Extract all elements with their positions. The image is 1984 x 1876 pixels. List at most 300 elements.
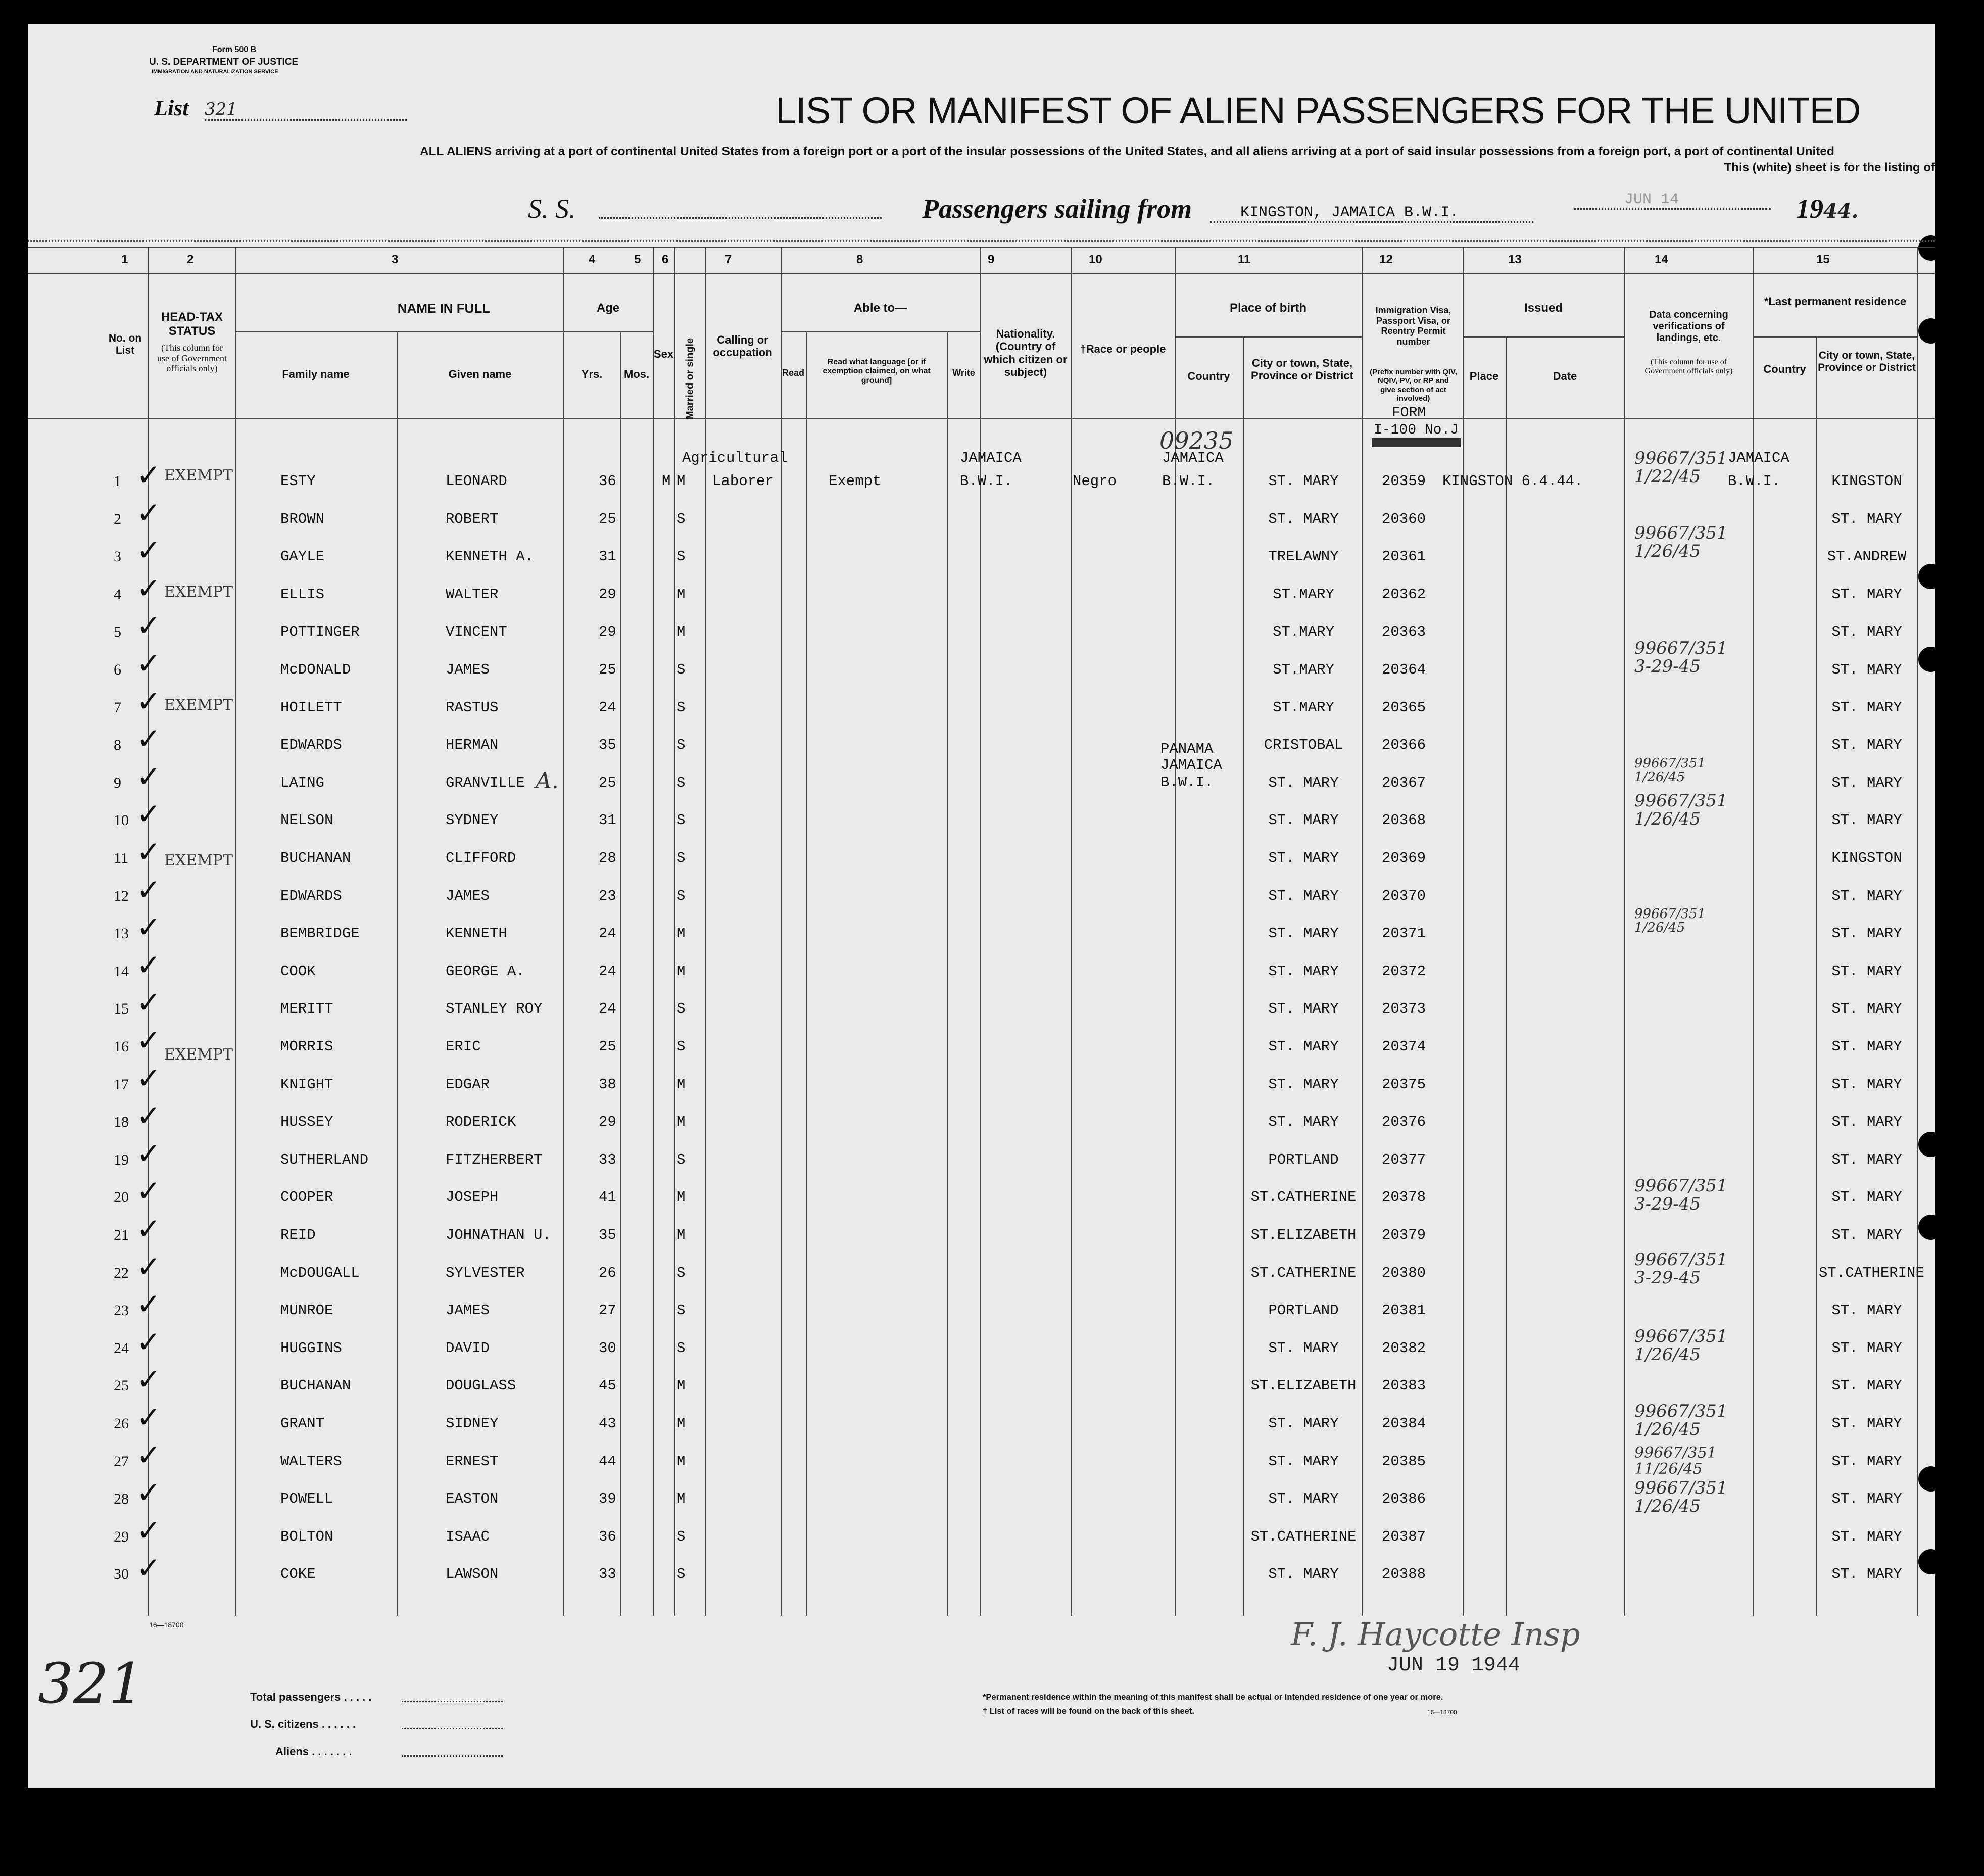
- subheader-rule: [781, 331, 980, 332]
- passenger-residence-city: ST. MARY: [1831, 1528, 1902, 1545]
- subheader-rule: [1463, 336, 1624, 338]
- row-number: 24: [114, 1339, 129, 1357]
- exempt-annotation: EXEMPT: [164, 583, 233, 601]
- passenger-marital-status: M: [676, 623, 686, 641]
- col-number-11: 11: [1238, 253, 1251, 266]
- passenger-visa-number: 20378: [1382, 1189, 1426, 1206]
- row-number: 18: [114, 1114, 129, 1131]
- checkmark-icon: ✓: [136, 759, 161, 794]
- col-number-3: 3: [392, 253, 399, 266]
- checkmark-icon: ✓: [136, 1287, 161, 1322]
- print-code: 16—18700: [1427, 1709, 1457, 1716]
- passenger-marital-status: S: [676, 850, 686, 867]
- passenger-birth-city: ST.MARY: [1273, 699, 1334, 716]
- checkmark-icon: ✓: [136, 1324, 161, 1359]
- checkmark-icon: ✓: [136, 458, 161, 492]
- header-read: Read: [782, 368, 804, 378]
- checkmark-icon: ✓: [136, 1061, 161, 1095]
- row-number: 23: [114, 1302, 129, 1319]
- sailing-port: KINGSTON, JAMAICA B.W.I.: [1210, 204, 1533, 223]
- punch-hole: [1918, 235, 1935, 261]
- row-number: 19: [114, 1151, 129, 1168]
- checkmark-icon: ✓: [136, 608, 161, 643]
- checkmark-icon: ✓: [136, 570, 161, 605]
- passenger-age: 31: [599, 812, 616, 829]
- header-head-tax-note: (This column for use of Government officials only): [157, 343, 227, 374]
- checkmark-icon: ✓: [136, 684, 161, 718]
- passenger-family-name: MUNROE: [280, 1302, 333, 1319]
- passenger-given-name: JOSEPH: [446, 1189, 499, 1206]
- passenger-marital-status: M: [676, 586, 686, 603]
- passenger-visa-number: 20382: [1382, 1339, 1426, 1357]
- passenger-residence-city: ST. MARY: [1831, 925, 1902, 942]
- passenger-visa-number: 20366: [1382, 737, 1426, 754]
- passenger-family-name: SUTHERLAND: [280, 1151, 369, 1168]
- row-number: 30: [114, 1566, 129, 1583]
- passenger-birth-city: ST.CATHERINE: [1250, 1264, 1357, 1281]
- passenger-age: 25: [599, 510, 616, 527]
- passenger-visa-number: 20380: [1382, 1264, 1426, 1281]
- passenger-birth-city: ST. MARY: [1268, 1566, 1339, 1583]
- passenger-given-name: DAVID: [446, 1339, 490, 1357]
- passenger-marital-status: M: [676, 1114, 686, 1131]
- form-ref: FORM: [1392, 405, 1426, 421]
- passenger-residence-city: KINGSTON: [1831, 850, 1902, 867]
- verification-note: 99667/351 1/26/45: [1634, 791, 1728, 829]
- passenger-given-name: GEORGE A.: [446, 963, 525, 980]
- col-number-12: 12: [1379, 253, 1393, 266]
- passenger-visa-number: 20360: [1382, 510, 1426, 527]
- row-number: 27: [114, 1453, 129, 1470]
- passenger-given-name: EDGAR: [446, 1076, 490, 1093]
- row-number: 5: [114, 623, 121, 641]
- passenger-residence-city: ST. MARY: [1831, 812, 1902, 829]
- passenger-age: 25: [599, 774, 616, 791]
- exempt-annotation: EXEMPT: [164, 467, 233, 485]
- checkmark-icon: ✓: [136, 872, 161, 907]
- table-row: [28, 1513, 1935, 1566]
- race-value: Negro: [1073, 473, 1117, 490]
- checkmark-icon: ✓: [136, 1212, 161, 1246]
- passenger-residence-city: ST. MARY: [1831, 586, 1902, 603]
- table-row: [28, 1023, 1935, 1076]
- passenger-visa-number: 20361: [1382, 548, 1426, 565]
- table-row: [28, 684, 1935, 737]
- header-issued: Issued: [1524, 301, 1563, 315]
- header-nationality: Nationality. (Country of which citizen or subject): [984, 327, 1068, 378]
- checkmark-icon: ✓: [136, 721, 161, 756]
- passenger-family-name: COOPER: [280, 1189, 333, 1206]
- verification-note: 99667/351 1/26/45: [1634, 1478, 1728, 1516]
- passenger-birth-city: ST. MARY: [1268, 1000, 1339, 1018]
- header-rule: [28, 273, 1935, 274]
- panama-line2: JAMAICA: [1160, 757, 1222, 774]
- row-number: 13: [114, 925, 129, 942]
- checkmark-icon: ✓: [136, 646, 161, 681]
- passenger-age: 24: [599, 1000, 616, 1018]
- passenger-marital-status: S: [676, 812, 686, 829]
- header-sex: Sex: [653, 348, 674, 360]
- row-number: 22: [114, 1264, 129, 1281]
- verification-note: 99667/351 1/26/45: [1634, 1401, 1728, 1439]
- passenger-residence-city: ST. MARY: [1831, 1151, 1902, 1168]
- table-row: [28, 570, 1935, 623]
- header-rule: [28, 418, 1935, 419]
- passenger-age: 35: [599, 737, 616, 754]
- header-rule: [28, 247, 1935, 248]
- passenger-given-name: FITZHERBERT: [446, 1151, 543, 1168]
- header-race: †Race or people: [1080, 343, 1166, 355]
- received-stamp: JUN 19 1944: [1387, 1654, 1521, 1677]
- passenger-age: 36: [599, 1528, 616, 1545]
- row-number: 3: [114, 548, 121, 565]
- verification-note: 99667/351 1/22/45: [1634, 448, 1728, 487]
- col-number-7: 7: [725, 253, 732, 266]
- verification-note: 99667/351 1/26/45: [1634, 523, 1728, 561]
- passenger-residence-city: ST. MARY: [1831, 661, 1902, 678]
- birth-country-line2: B.W.I.: [1162, 473, 1215, 490]
- passenger-family-name: REID: [280, 1227, 316, 1243]
- passenger-given-name: JAMES: [446, 661, 490, 678]
- subheader-rule: [1753, 336, 1917, 338]
- header-name-in-full: NAME IN FULL: [397, 301, 491, 316]
- row-number: 29: [114, 1528, 129, 1545]
- birth-country-line1: JAMAICA: [1162, 450, 1224, 466]
- passenger-age: 30: [599, 1339, 616, 1357]
- passenger-visa-number: 20383: [1382, 1377, 1426, 1394]
- header-no-on-list: No. on List: [108, 332, 142, 357]
- ss-name-field: [599, 217, 882, 219]
- col-number-8: 8: [856, 253, 863, 266]
- header-calling: Calling or occupation: [713, 333, 772, 359]
- passenger-visa-number: 20387: [1382, 1528, 1426, 1545]
- passenger-visa-number: 20386: [1382, 1490, 1426, 1508]
- header-read-what: Read what language [or if exemption claimed, on what ground]: [822, 358, 931, 385]
- passenger-marital-status: M: [676, 1076, 686, 1093]
- passenger-birth-city: TRELAWNY: [1268, 548, 1339, 565]
- passenger-given-name: EASTON: [446, 1490, 499, 1508]
- passenger-family-name: EDWARDS: [280, 737, 342, 754]
- passenger-residence-city: ST. MARY: [1831, 1302, 1902, 1319]
- passenger-visa-number: 20370: [1382, 887, 1426, 904]
- aliens-field: [402, 1755, 503, 1757]
- subtitle-line1: ALL ALIENS arriving at a port of continental United States from a foreign port or a port of the insular possessions of the United States, and all aliens arriving at a port of said insular possessions from a foreign port, a port of continental United: [420, 145, 1834, 158]
- passenger-residence-city: ST. MARY: [1831, 510, 1902, 527]
- passenger-birth-city: ST.CATHERINE: [1250, 1528, 1357, 1545]
- issued-place-date: KINGSTON 6.4.44.: [1442, 473, 1583, 490]
- aliens-label: Aliens . . . . . . .: [275, 1745, 352, 1758]
- year: 1944.: [1796, 194, 1859, 224]
- row-number: 8: [114, 737, 121, 754]
- passenger-residence-city: ST. MARY: [1831, 737, 1902, 754]
- checkmark-icon: ✓: [136, 495, 161, 530]
- header-given-name: Given name: [448, 368, 512, 380]
- passenger-residence-city: KINGSTON: [1831, 473, 1902, 490]
- passenger-given-name: KENNETH A.: [446, 548, 534, 565]
- header-visa-note: (Prefix number with QIV, NQIV, PV, or RP and give section of act involved): [1370, 368, 1457, 403]
- passenger-birth-city: ST. MARY: [1268, 1114, 1339, 1131]
- passenger-marital-status: M: [676, 1189, 686, 1206]
- language-exempt: Exempt: [829, 473, 882, 490]
- passenger-family-name: BOLTON: [280, 1528, 333, 1545]
- passenger-marital-status: S: [676, 1566, 686, 1583]
- row-number: 21: [114, 1227, 129, 1243]
- passenger-given-name: RASTUS: [446, 699, 499, 716]
- passenger-given-name: LEONARD: [446, 473, 507, 490]
- passenger-family-name: HUSSEY: [280, 1114, 333, 1131]
- header-verifications-note: (This column for use of Government officials only): [1644, 358, 1733, 376]
- passenger-age: 31: [599, 548, 616, 565]
- passenger-family-name: COOK: [280, 963, 316, 980]
- manifest-sheet: [28, 24, 1935, 1788]
- row-number: 14: [114, 963, 129, 980]
- header-verifications: Data concerning verifications of landings, etc.: [1649, 309, 1728, 344]
- passenger-marital-status: S: [676, 548, 686, 565]
- passenger-visa-number: 20364: [1382, 661, 1426, 678]
- passenger-birth-city: ST. MARY: [1268, 1453, 1339, 1470]
- passenger-age: 24: [599, 699, 616, 716]
- passenger-birth-city: ST. MARY: [1268, 925, 1339, 942]
- passenger-age: 29: [599, 1114, 616, 1131]
- list-label: List: [154, 95, 189, 120]
- department: U. S. DEPARTMENT OF JUSTICE: [149, 57, 299, 67]
- checkmark-icon: ✓: [136, 1475, 161, 1510]
- total-passengers-field: [402, 1701, 503, 1702]
- passenger-visa-number: 20362: [1382, 586, 1426, 603]
- col-number-9: 9: [988, 253, 995, 266]
- passenger-given-name: ROBERT: [446, 510, 499, 527]
- verification-note: 99667/351 1/26/45: [1634, 906, 1706, 936]
- header-date: Date: [1553, 370, 1577, 382]
- passenger-marital-status: S: [676, 510, 686, 527]
- passenger-given-name: ERNEST: [446, 1453, 499, 1470]
- verification-note: 99667/351 11/26/45: [1634, 1444, 1717, 1478]
- punch-hole: [1918, 318, 1935, 344]
- passenger-residence-city: ST. MARY: [1831, 1377, 1902, 1394]
- passenger-given-name: LAWSON: [446, 1566, 499, 1583]
- passenger-visa-number: 20377: [1382, 1151, 1426, 1168]
- passenger-given-name: KENNETH: [446, 925, 507, 942]
- header-family-name: Family name: [282, 368, 350, 380]
- passenger-family-name: BROWN: [280, 510, 325, 527]
- row-number: 9: [114, 774, 121, 791]
- passenger-marital-status: M: [676, 925, 686, 942]
- passenger-age: 35: [599, 1227, 616, 1243]
- passenger-given-name: ERIC: [446, 1038, 481, 1055]
- verification-note: 99667/351 3-29-45: [1634, 638, 1728, 677]
- passenger-residence-city: ST. MARY: [1831, 1038, 1902, 1055]
- passenger-sex: M: [662, 473, 671, 490]
- passenger-marital-status: M: [676, 1415, 686, 1432]
- passenger-marital-status: S: [676, 1000, 686, 1018]
- header-married: Married or single: [684, 338, 696, 420]
- col-number-10: 10: [1089, 253, 1102, 266]
- passenger-birth-city: ST.CATHERINE: [1250, 1189, 1357, 1206]
- occupation-line1: Agricultural: [682, 450, 788, 466]
- passenger-given-name: JAMES: [446, 887, 490, 904]
- passenger-age: 36: [599, 473, 616, 490]
- passenger-family-name: MORRIS: [280, 1038, 333, 1055]
- passenger-residence-city: ST. MARY: [1831, 1566, 1902, 1583]
- passenger-marital-status: S: [676, 1151, 686, 1168]
- passenger-given-name: DOUGLASS: [446, 1377, 516, 1394]
- passenger-age: 24: [599, 963, 616, 980]
- passenger-birth-city: ST.ELIZABETH: [1250, 1227, 1357, 1243]
- passenger-family-name: POWELL: [280, 1490, 333, 1508]
- passenger-given-name: SYLVESTER: [446, 1264, 525, 1281]
- us-citizens-field: [402, 1728, 503, 1729]
- passenger-given-name: JOHNATHAN U.: [446, 1227, 551, 1243]
- passenger-age: 44: [599, 1453, 616, 1470]
- passenger-visa-number: 20368: [1382, 812, 1426, 829]
- checkmark-icon: ✓: [136, 910, 161, 945]
- passenger-marital-status: M: [676, 1490, 686, 1508]
- checkmark-icon: ✓: [136, 985, 161, 1020]
- row-number: 7: [114, 699, 121, 716]
- checkmark-icon: ✓: [136, 1513, 161, 1548]
- passenger-visa-number: 20374: [1382, 1038, 1426, 1055]
- passenger-age: 33: [599, 1151, 616, 1168]
- header-res-city: City or town, State, Province or District: [1818, 350, 1916, 374]
- passenger-marital-status: S: [676, 1264, 686, 1281]
- passenger-marital-status: M: [676, 473, 686, 490]
- verification-note: 99667/351 3-29-45: [1634, 1249, 1728, 1288]
- nationality-line1: JAMAICA: [960, 450, 1022, 466]
- passenger-visa-number: 20363: [1382, 623, 1426, 641]
- passenger-given-name: VINCENT: [446, 623, 507, 641]
- passenger-visa-number: 20379: [1382, 1227, 1426, 1243]
- checkmark-icon: ✓: [136, 1249, 161, 1284]
- passenger-given-name: GRANVILLE: [446, 774, 525, 791]
- passenger-visa-number: 20376: [1382, 1114, 1426, 1131]
- sailing-label: Passengers sailing from: [922, 194, 1192, 224]
- col-number-14: 14: [1655, 253, 1668, 266]
- panama-line3: B.W.I.: [1160, 774, 1214, 791]
- passenger-family-name: MERITT: [280, 1000, 333, 1018]
- passenger-birth-city: ST. MARY: [1268, 1490, 1339, 1508]
- passenger-age: 25: [599, 661, 616, 678]
- passenger-marital-status: S: [676, 699, 686, 716]
- passenger-family-name: ESTY: [280, 473, 316, 490]
- passenger-family-name: BUCHANAN: [280, 1377, 351, 1394]
- passenger-visa-number: 20384: [1382, 1415, 1426, 1432]
- row-number: 12: [114, 887, 129, 904]
- passenger-visa-number: 20373: [1382, 1000, 1426, 1018]
- passenger-family-name: GRANT: [280, 1415, 325, 1432]
- passenger-marital-status: S: [676, 887, 686, 904]
- initial-annotation: A.: [536, 768, 559, 794]
- passenger-family-name: NELSON: [280, 812, 333, 829]
- passenger-age: 38: [599, 1076, 616, 1093]
- passenger-birth-city: ST. MARY: [1268, 510, 1339, 527]
- passenger-birth-city: ST.MARY: [1273, 661, 1334, 678]
- row-number: 6: [114, 661, 121, 678]
- passenger-residence-city: ST. MARY: [1831, 1114, 1902, 1131]
- header-write: Write: [952, 368, 975, 378]
- passenger-family-name: McDOUGALL: [280, 1264, 360, 1281]
- passenger-visa-number: 20381: [1382, 1302, 1426, 1319]
- passenger-family-name: HOILETT: [280, 699, 342, 716]
- passenger-residence-city: ST. MARY: [1831, 1076, 1902, 1093]
- checkmark-icon: ✓: [136, 835, 161, 869]
- residence-country-line1: JAMAICA: [1728, 450, 1789, 466]
- passenger-residence-city: ST. MARY: [1831, 1339, 1902, 1357]
- passenger-marital-status: S: [676, 1302, 686, 1319]
- total-passengers-label: Total passengers . . . . .: [250, 1691, 372, 1703]
- passenger-marital-status: M: [676, 963, 686, 980]
- passenger-family-name: BUCHANAN: [280, 850, 351, 867]
- passenger-visa-number: 20388: [1382, 1566, 1426, 1583]
- row-number: 11: [114, 850, 128, 867]
- header-country: Country: [1187, 370, 1230, 382]
- residence-country-line2: B.W.I.: [1728, 473, 1781, 490]
- passenger-age: 23: [599, 887, 616, 904]
- birth-code-annotation: 09235: [1159, 427, 1234, 454]
- header-able-to: Able to—: [853, 301, 907, 315]
- header-rule: [28, 240, 1935, 242]
- checkmark-icon: ✓: [136, 1023, 161, 1057]
- passenger-age: 24: [599, 925, 616, 942]
- col-number-13: 13: [1508, 253, 1522, 266]
- checkmark-icon: ✓: [136, 533, 161, 568]
- passenger-given-name: SIDNEY: [446, 1415, 499, 1432]
- header-yrs: Yrs.: [581, 368, 603, 380]
- header-visa: Immigration Visa, Passport Visa, or Reentry Permit number: [1375, 305, 1451, 347]
- passenger-birth-city: ST. MARY: [1268, 1038, 1339, 1055]
- passenger-family-name: EDWARDS: [280, 887, 342, 904]
- passenger-birth-city: ST.MARY: [1273, 623, 1334, 641]
- row-number: 20: [114, 1189, 129, 1206]
- nationality-line2: B.W.I.: [960, 473, 1013, 490]
- table-row: [28, 1098, 1935, 1151]
- passenger-residence-city: ST. MARY: [1831, 1227, 1902, 1243]
- page-title: LIST OR MANIFEST OF ALIEN PASSENGERS FOR THE UNITED: [776, 89, 1861, 131]
- passenger-residence-city: ST.ANDREW: [1827, 548, 1907, 565]
- exempt-annotation: EXEMPT: [164, 1046, 233, 1064]
- header-city-birth: City or town, State, Province or District: [1251, 357, 1353, 382]
- us-citizens-label: U. S. citizens . . . . . .: [250, 1718, 356, 1730]
- passenger-visa-number: 20367: [1382, 774, 1426, 791]
- passenger-family-name: ELLIS: [280, 586, 325, 603]
- passenger-given-name: JAMES: [446, 1302, 490, 1319]
- row-number: 2: [114, 510, 121, 527]
- handwritten-list-number: 321: [38, 1651, 144, 1716]
- verification-note: 99667/351 1/26/45: [1634, 1326, 1728, 1365]
- passenger-birth-city: ST. MARY: [1268, 1076, 1339, 1093]
- ss-label: S. S.: [528, 194, 576, 224]
- passenger-family-name: POTTINGER: [280, 623, 360, 641]
- subheader-rule: [1175, 336, 1362, 338]
- passenger-age: 25: [599, 1038, 616, 1055]
- header-head-tax: HEAD-TAX STATUS: [161, 310, 223, 338]
- passenger-birth-city: PORTLAND: [1268, 1151, 1339, 1168]
- passenger-given-name: ISAAC: [446, 1528, 490, 1545]
- passenger-birth-city: CRISTOBAL: [1264, 737, 1343, 754]
- passenger-marital-status: M: [676, 1377, 686, 1394]
- verification-note: 99667/351 3-29-45: [1634, 1176, 1728, 1214]
- col-number-1: 1: [121, 253, 128, 266]
- passenger-age: 41: [599, 1189, 616, 1206]
- passenger-residence-city: ST. MARY: [1831, 1415, 1902, 1432]
- passenger-family-name: BEMBRIDGE: [280, 925, 360, 942]
- passenger-residence-city: ST.CATHERINE: [1819, 1264, 1924, 1281]
- list-number: 321: [205, 99, 407, 121]
- header-place: Place: [1469, 370, 1499, 382]
- passenger-age: 33: [599, 1566, 616, 1583]
- passenger-birth-city: PORTLAND: [1268, 1302, 1339, 1319]
- footnote-residence: *Permanent residence within the meaning of this manifest shall be actual or intended residence of one year or more.: [983, 1693, 1443, 1702]
- verification-note: 99667/351 1/26/45: [1634, 756, 1706, 785]
